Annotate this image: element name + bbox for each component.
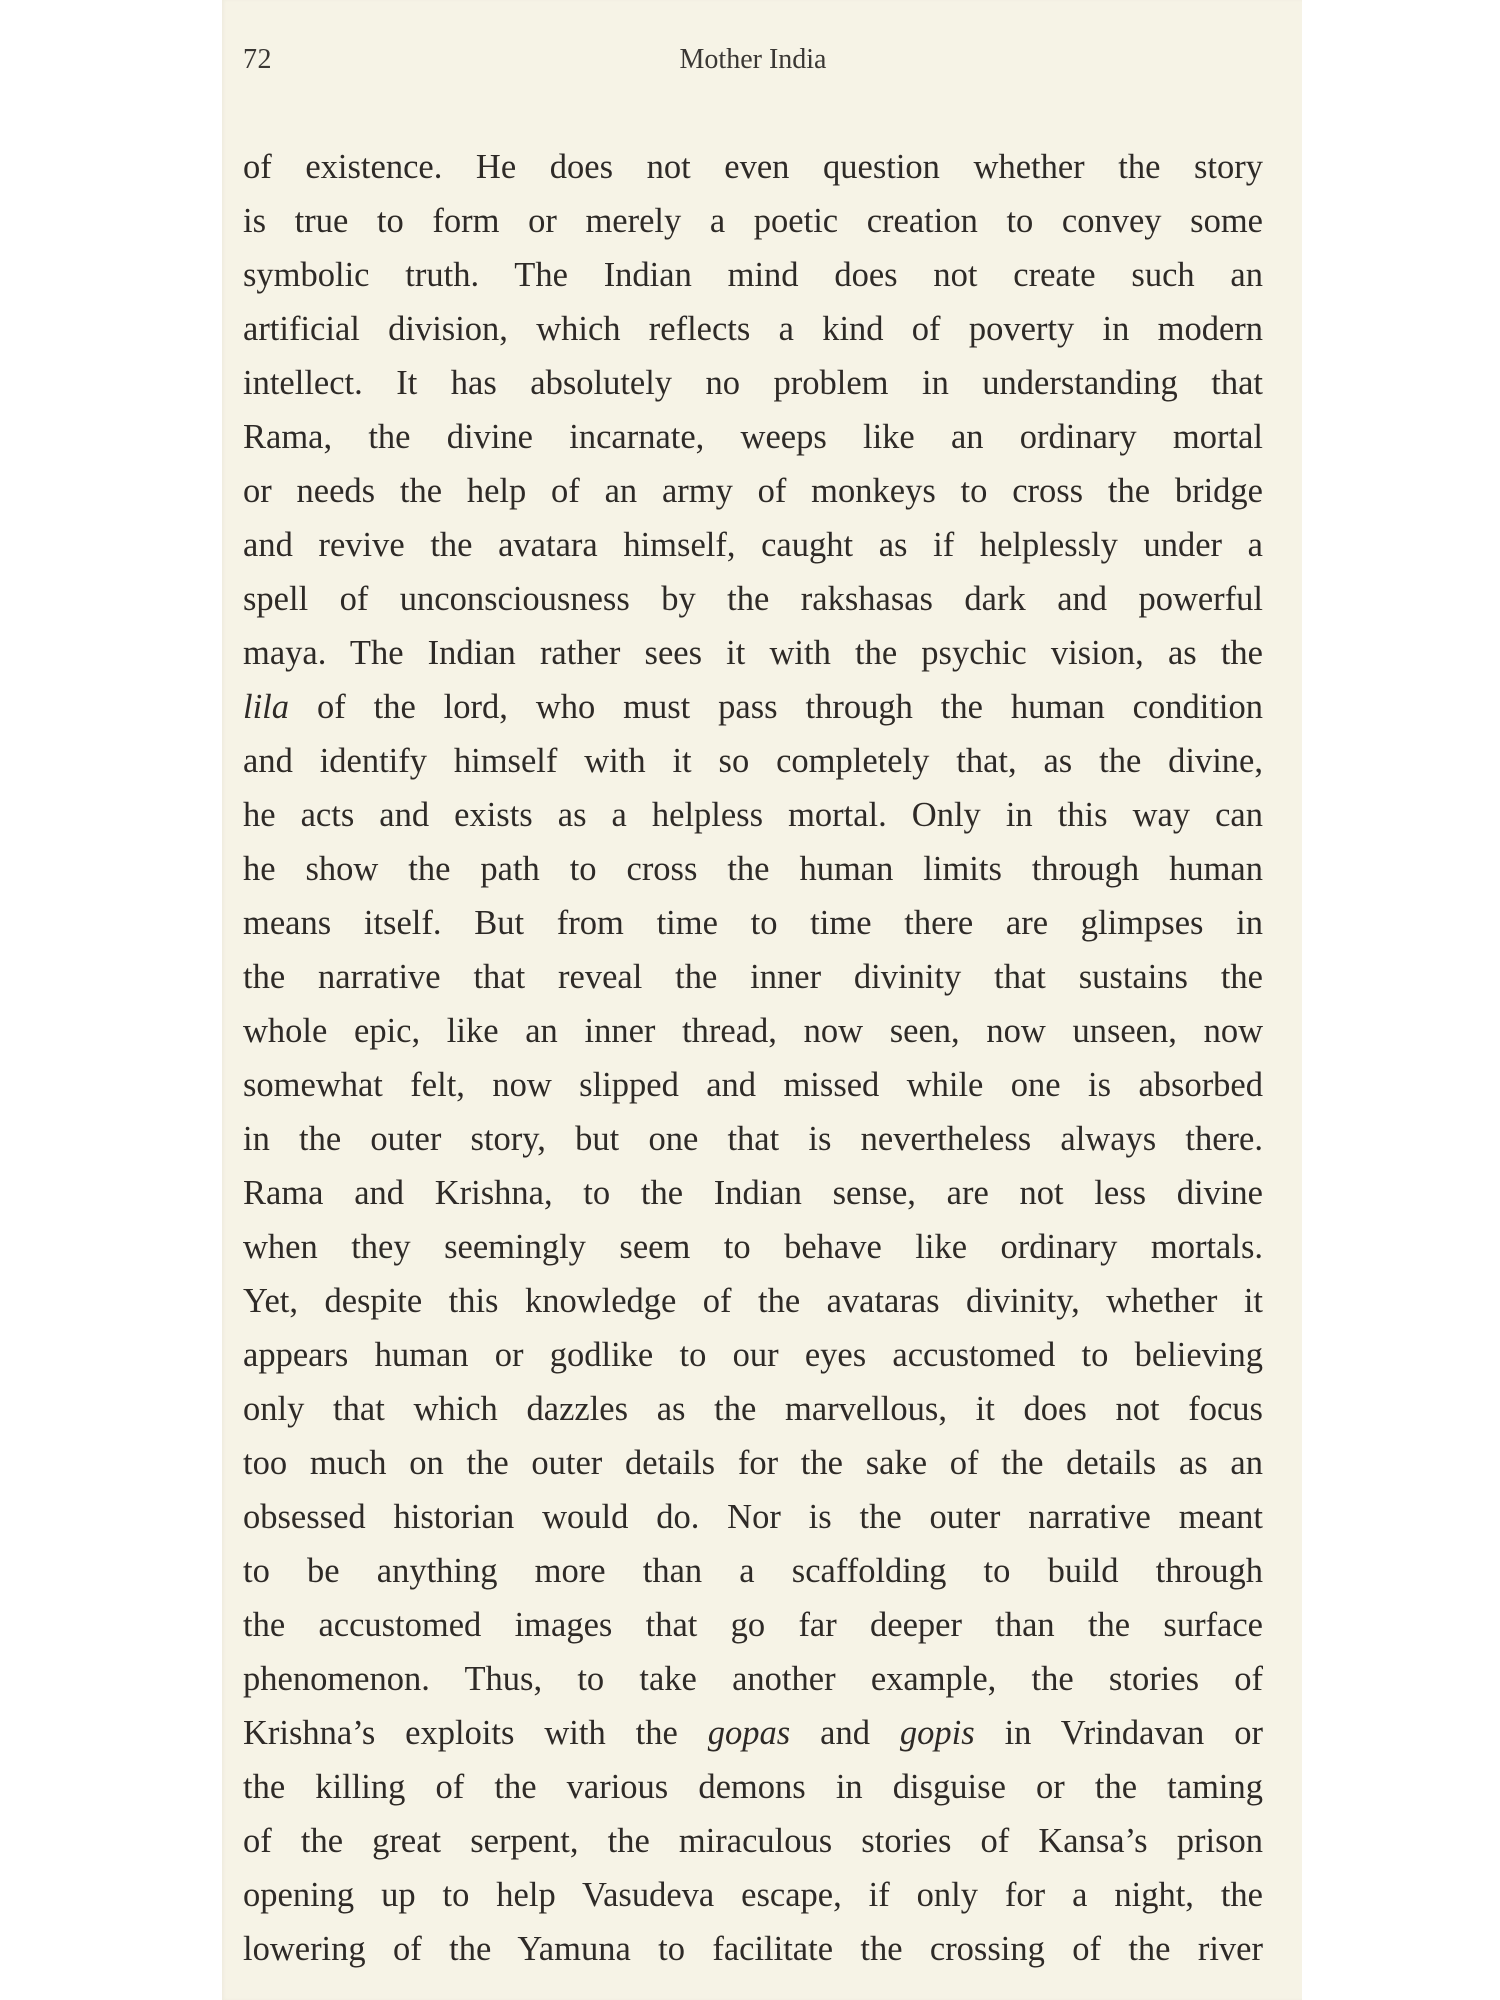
text-fragment: of the lord, who must pass through the human condition <box>289 688 1263 726</box>
text-line: intellect. It has absolutely no problem in understanding that <box>243 364 1263 402</box>
text-line: he acts and exists as a helpless mortal. Only in this way can <box>243 796 1263 834</box>
text-line: lowering of the Yamuna to facilitate the crossing of the river <box>243 1930 1263 1968</box>
text-line: only that which dazzles as the marvellous, it does not focus <box>243 1390 1263 1428</box>
text-line: Rama and Krishna, to the Indian sense, are not less divine <box>243 1174 1263 1212</box>
text-line: too much on the outer details for the sake of the details as an <box>243 1444 1263 1482</box>
text-fragment: and <box>790 1714 900 1752</box>
text-line: phenomenon. Thus, to take another example, the stories of <box>243 1660 1263 1698</box>
text-line <box>243 680 1263 734</box>
text-line: is true to form or merely a poetic creation to convey some <box>243 202 1263 240</box>
text-line: whole epic, like an inner thread, now seen, now unseen, now <box>243 1012 1263 1050</box>
text-line: means itself. But from time to time there are glimpses in <box>243 904 1263 942</box>
text-line: or needs the help of an army of monkeys to cross the bridge <box>243 472 1263 510</box>
text-line: when they seemingly seem to behave like ordinary mortals. <box>243 1228 1263 1266</box>
text-line: Rama, the divine incarnate, weeps like an ordinary mortal <box>243 418 1263 456</box>
italic-term-lila: lila <box>243 688 290 726</box>
text-line: opening up to help Vasudeva escape, if only for a night, the <box>243 1876 1263 1914</box>
text-line: of existence. He does not even question whether the story <box>243 148 1263 186</box>
text-line <box>243 1706 1263 1760</box>
text-line: and revive the avatara himself, caught as if helplessly under a <box>243 526 1263 564</box>
text-line: the accustomed images that go far deeper than the surface <box>243 1606 1263 1644</box>
text-line: and identify himself with it so completely that, as the divine, <box>243 742 1263 780</box>
text-line: appears human or godlike to our eyes accustomed to believing <box>243 1336 1263 1374</box>
text-line: of the great serpent, the miraculous stories of Kansa’s prison <box>243 1822 1263 1860</box>
text-line: Yet, despite this knowledge of the avataras divinity, whether it <box>243 1282 1263 1320</box>
text-line: obsessed historian would do. Nor is the outer narrative meant <box>243 1498 1263 1536</box>
text-line: somewhat felt, now slipped and missed while one is absorbed <box>243 1066 1263 1104</box>
text-fragment: Krishna’s exploits with the <box>243 1714 708 1752</box>
text-line: symbolic truth. The Indian mind does not create such an <box>243 256 1263 294</box>
text-line: the killing of the various demons in disguise or the taming <box>243 1768 1263 1806</box>
text-line: he show the path to cross the human limits through human <box>243 850 1263 888</box>
italic-term-gopas: gopas <box>707 1714 791 1752</box>
text-line: to be anything more than a scaffolding to build through <box>243 1552 1263 1590</box>
text-line: the narrative that reveal the inner divinity that sustains the <box>243 958 1263 996</box>
text-line: artificial division, which reflects a kind of poverty in modern <box>243 310 1263 348</box>
italic-term-gopis: gopis <box>899 1714 975 1752</box>
page-number: 72 <box>243 44 272 75</box>
body-text <box>243 140 1263 1976</box>
text-line: spell of unconsciousness by the rakshasas dark and powerful <box>243 580 1263 618</box>
text-fragment: in Vrindavan or <box>974 1714 1263 1752</box>
running-title: Mother India <box>679 44 827 75</box>
text-line: in the outer story, but one that is nevertheless always there. <box>243 1120 1263 1158</box>
text-line: maya. The Indian rather sees it with the psychic vision, as the <box>243 634 1263 672</box>
page-header <box>243 44 1263 84</box>
